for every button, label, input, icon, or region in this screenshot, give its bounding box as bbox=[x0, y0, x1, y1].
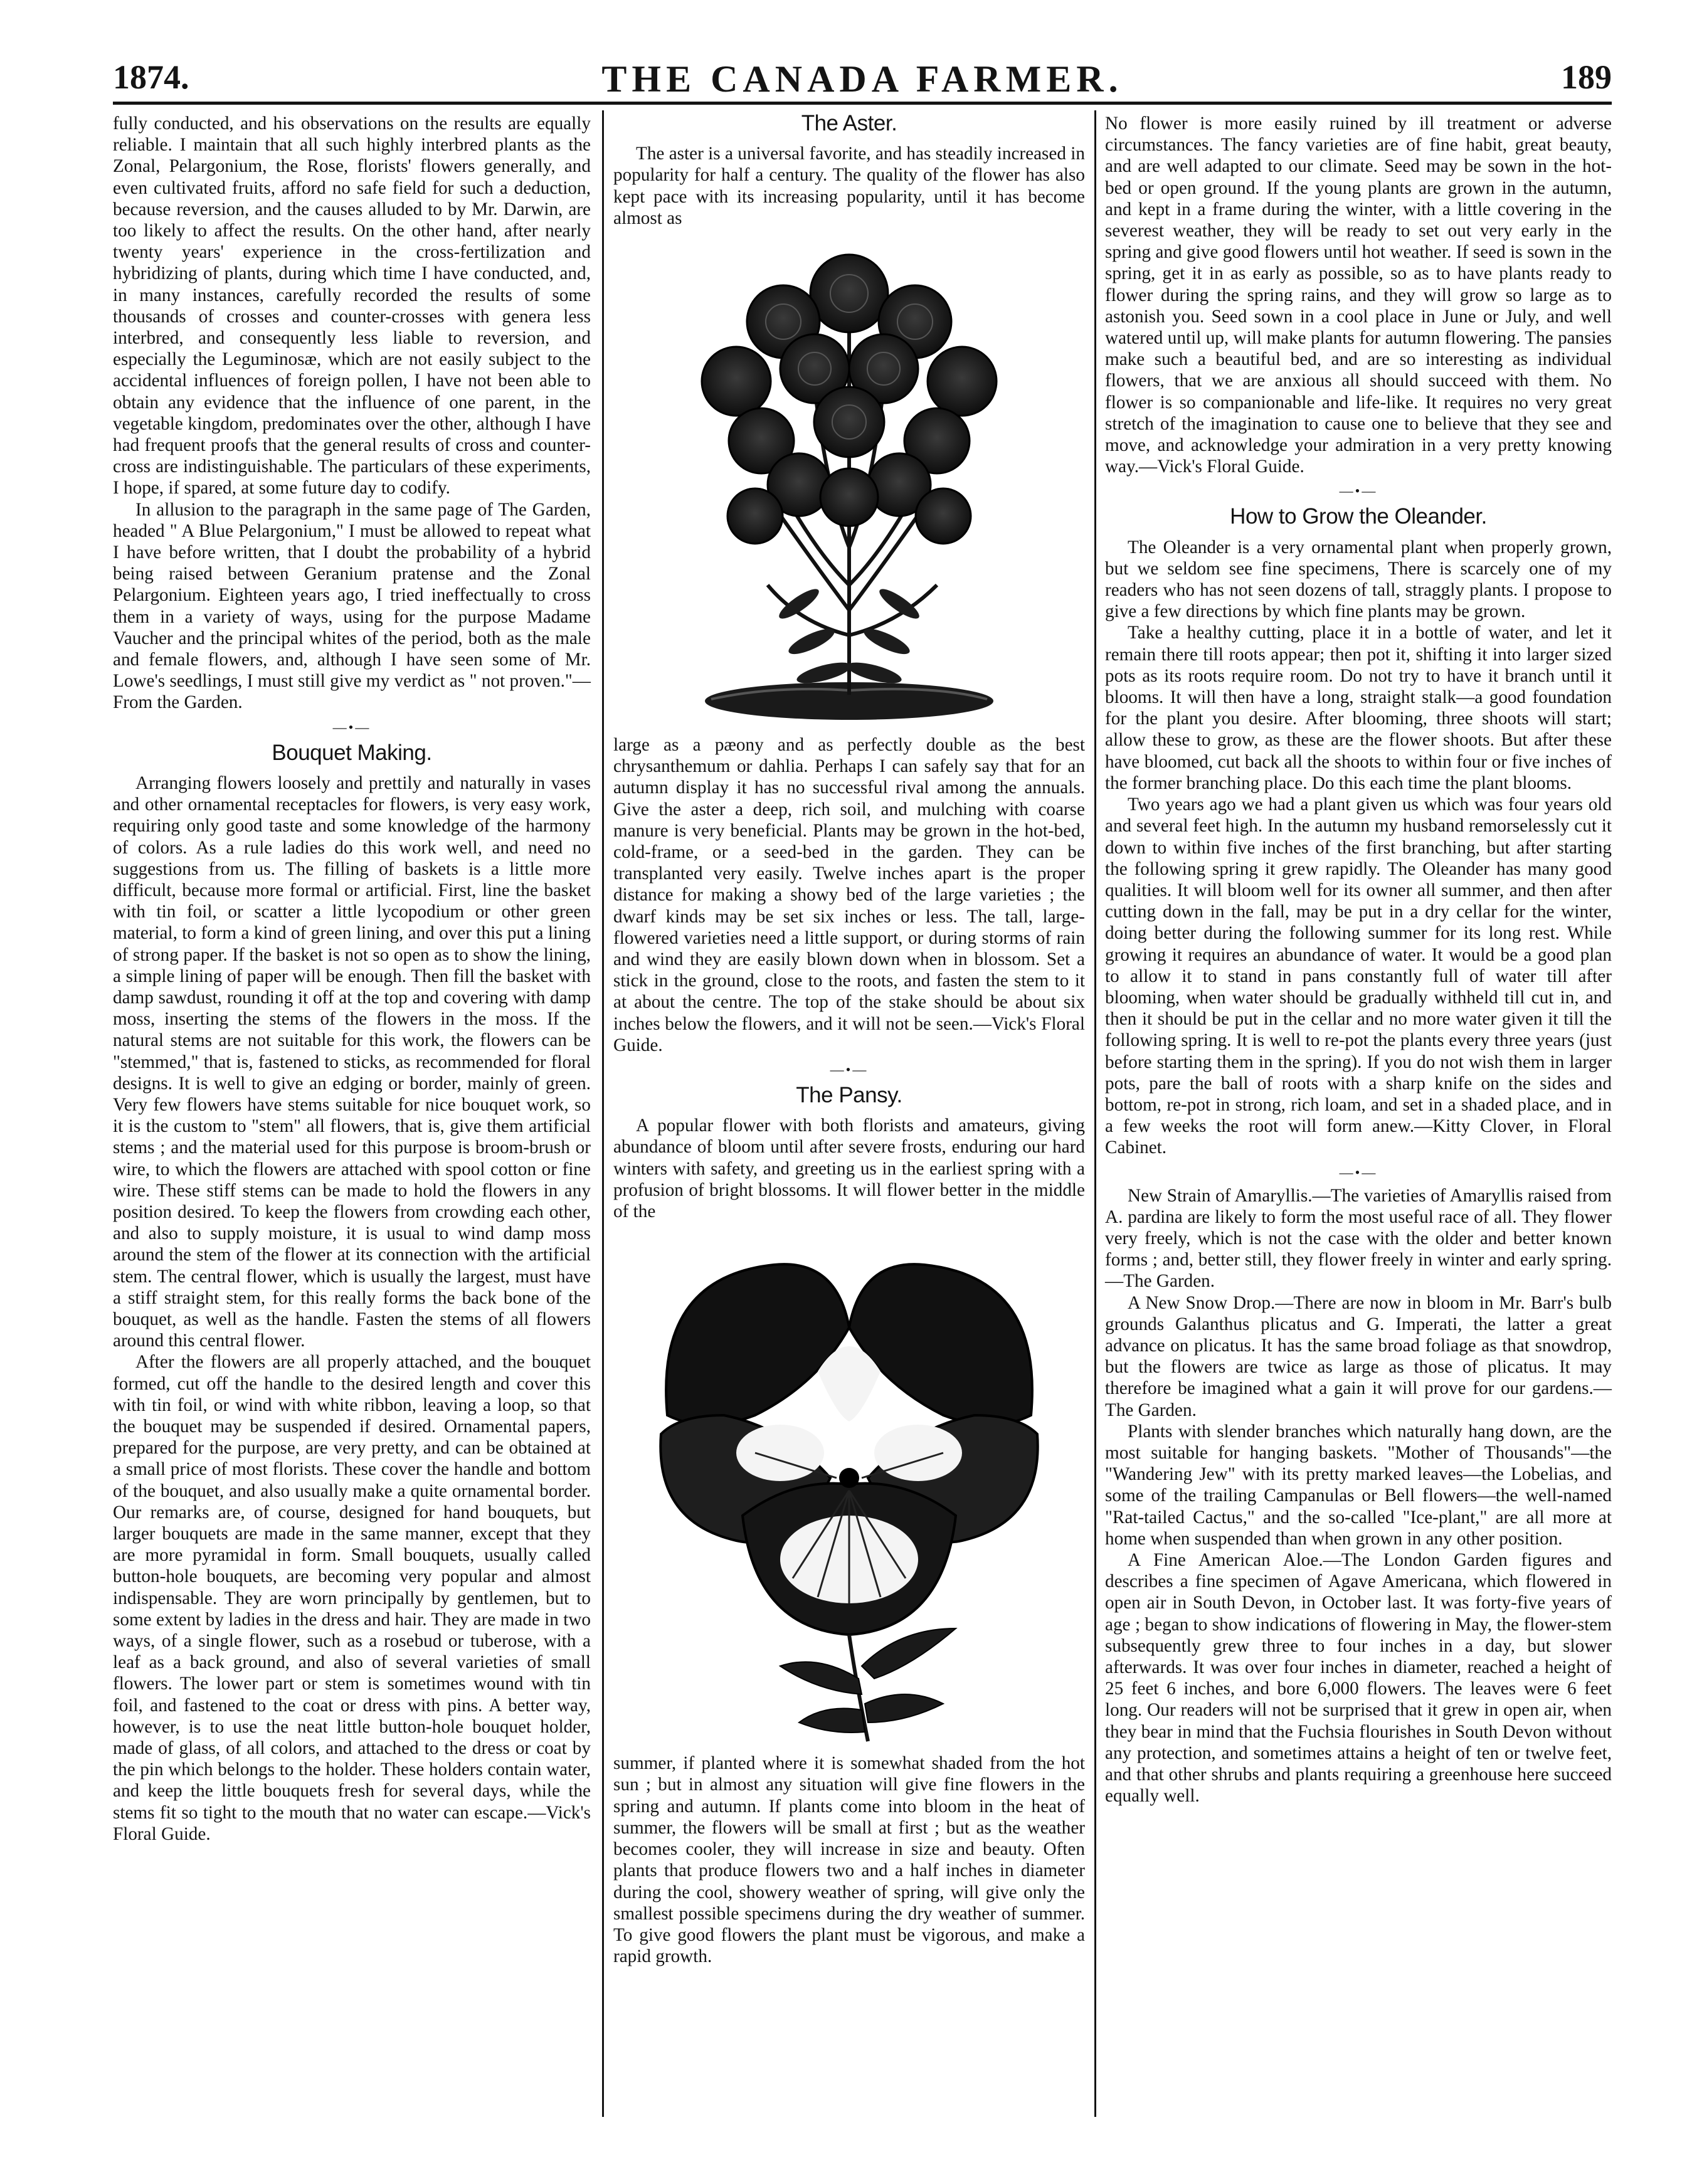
column-divider-1 bbox=[602, 110, 604, 2117]
page-number: 189 bbox=[1561, 58, 1612, 96]
amaryllis-note: New Strain of Amaryllis.—The varieties of Amaryllis raised from A. pardina are likely to form the most useful race of all. They flower very freely, which is not the case with the older and better known forms ; and, better still, they flower freely in winter and early spring.—The Garden. bbox=[1105, 1185, 1612, 1292]
pansy-paragraph-2: summer, if planted where it is somewhat shaded from the hot sun ; but in almost any situation will give fine flowers in the spring and autumn. If plants come into bloom in the heat of summer, the flowers will be small at first ; but as the weather becomes cooler, they will increase in size and beauty. Often plants that produce flowers two and a half inches in diameter during the cool, showery weather of spring, will give only the smallest possible specimens during the dry weather of summer. To give good flowers the plant must be vigorous, and make a rapid growth. bbox=[613, 1753, 1085, 1967]
pansy-heading: The Pansy. bbox=[796, 1083, 902, 1108]
aster-paragraph-2: large as a pæony and as perfectly double as the best chrysanthemum or dahlia. Perhaps I can safely say that for an autumn display it has no successful rival among the annuals. Give the aster a deep, rich soil, and mulching with coarse manure is very beneficial. Plants may be grown in the hot-bed, cold-frame, or a seed-bed in the garden. They can be transplanted very easily. Twelve inches apart is the proper distance for making a showy bed of the large varieties ; the dwarf kinds may be set six inches or less. The tall, large-flowered varieties need a little support, or during storms of rain and wind they are easily blown down when in blossom. Set a stick in the ground, close to the roots, and fasten the stem to it at about the centre. The top of the stake should be about six inches below the flowers, and it will not be seen.—Vick's Floral Guide. bbox=[613, 735, 1085, 1055]
section-divider: —•— bbox=[1339, 483, 1378, 499]
section-divider: —•— bbox=[1339, 1164, 1378, 1180]
bouquet-paragraph-2: After the flowers are all properly attached, and the bouquet formed, cut off the handle to the desired length and cover this with tin foil, or wind with white ribbon, leaving a loop, so that the bouquet may be suspended if desired. Ornamental papers, prepared for the purpose, are very pretty, and can be obtained at a small price of most florists. These cover the handle and bottom of the bouquet, and also usually make a quite ornamental border. Our remarks are, of course, designed for hand bouquets, but larger bouquets are made in the same manner, except that they are more pyramidal in form. Small bouquets, usually called button-hole bouquets, are becoming very popular and almost indispensable. They are worn principally by gentlemen, but to some extent by ladies in the dress and hair. They are made in two ways, of a single flower, such as a rosebud or tuberose, with a leaf as a back ground, and also of several varieties of small flowers. The lower part or stem is sometimes wound with tin foil, and fastened to the coat or dress with pins. A better way, however, is to use the neat little button-hole bouquet holder, made of glass, of all colors, and attached to the dress or coat by the pin which belongs to the holder. These holders contain water, and keep the little bouquets fresh for several days, while the stems fit so tight to the mouth that no water can escape.—Vick's Floral Guide. bbox=[113, 1352, 591, 1844]
newspaper-title: THE CANADA FARMER. bbox=[601, 58, 1123, 100]
american-aloe-note: A Fine American Aloe.—The London Garden figures and describes a fine specimen of Agave Americana, which flowered in open air in South Devon, in October last. It was forty-five years of age ; began to show indications of flowering in May, the flower-stem subsequently grew three to four inches in a day, but slower afterwards. It was over four inches in diameter, reached a height of 25 feet 6 inches, and bore 6,000 flowers. The leaves were 6 feet long. Our readers will not be surprised that it grew in open air, when they bear in mind that the Fuchsia flourishes in South Devon without any protection, and sometimes attains a height of ten or twelve feet, and that other shrubs and plants requiring a greenhouse here succeed equally well. bbox=[1105, 1550, 1612, 1807]
masthead-rule bbox=[113, 102, 1612, 105]
section-divider: —•— bbox=[332, 719, 371, 735]
bouquet-making-heading: Bouquet Making. bbox=[272, 740, 432, 765]
oleander-paragraph-1: The Oleander is a very ornamental plant when properly grown, but we seldom see fine specimens, There is scarcely one of my readers who has not seen dozens of tall, straggly plants. I propose to give a few directions by which fine plants may be grown. bbox=[1105, 537, 1612, 622]
masthead-year: 1874. bbox=[113, 58, 189, 96]
pansy-illustration bbox=[630, 1227, 1069, 1748]
oleander-heading: How to Grow the Oleander. bbox=[1230, 504, 1487, 529]
pansy-paragraph-1: A popular flower with both florists and amateurs, giving abundance of bloom until after severe frosts, enduring our hard winters with safety, and greeting us in the earliest spring with a profusion of bright blossoms. It will flower better in the middle of the bbox=[613, 1116, 1085, 1222]
darwin-letter-continued: fully conducted, and his observations on the results are equally reliable. I maintain that all such highly interbred plants as the Zonal, Pelargonium, the Rose, florists' flowers generally, and even cultivated fruits, afford no safe field for such a deduction, because reversion, and the causes alluded to by Mr. Darwin, are too likely to affect the results. On the other hand, after nearly twenty years' experience in the cross-fertilization and hybridizing of plants, during which time I have conducted, and, in many instances, carefully recorded the results of some thousands of crosses and counter-crosses with genera less interbred, and consequently less liable to reversion, and especially the Leguminosæ, which are not easily subject to the accidental influences of foreign pollen, I have not been able to obtain any evidence that the influence of one parent, in the vegetable kingdom, predominates over the other, although I have had frequent proofs that the general results of cross and counter-cross are indistinguishable. The particulars of these experiments, I hope, if spared, at some future day to codify. bbox=[113, 113, 591, 499]
pansy-continued: No flower is more easily ruined by ill treatment or adverse circumstances. The fancy varieties are of fine habit, great beauty, and are well adapted to our climate. Seed may be sown in the hot-bed or open ground. If the young plants are grown in the autumn, and kept in a frame during the winter, with a little covering in the severest weather, they will be ready to set out very early in the spring and give good flowers until hot weather. If seed is sown in the spring, get it in as early as possible, so as to have plants ready to flower during the spring rains, and they will grow so large as to astonish you. Seed sown in a cool place in June or July, and well watered until up, will make plants for autumn flowering. The pansies make such a beautiful bed, and are so interesting as individual flowers, that we are anxious all should succeed with them. No flower is so companionable and life-like. It requires no very great stretch of the imagination to cause one to believe that they see and move, and acknowledge your admiration in a very pretty knowing way.—Vick's Floral Guide. bbox=[1105, 113, 1612, 477]
aster-heading: The Aster. bbox=[801, 111, 897, 135]
bouquet-paragraph-1: Arranging flowers loosely and prettily and naturally in vases and other ornamental receptacles for flowers, is very easy work, requiring only good taste and some knowledge of the harmony of colors. As a rule ladies do this work well, and need no suggestions from us. The filling of baskets is a little more difficult, because more formal or artificial. First, line the basket with tin foil, or scatter a little lycopodium or other green material, to form a kind of green lining, and over this put a lining of strong paper. If the basket is not so open as to show the lining, a simple lining of paper will be enough. Then fill the basket with damp sawdust, rounding it off at the top and covering with damp moss, inserting the stems of the flowers in the moss. If the natural stems are not suitable for this work, the flowers can be "stemmed," that is, fastened to sticks, as recommended for floral designs. It is well to give an edging or border, mainly of green. Very few flowers have stems suitable for nice bouquet work, so it is the custom to "stem" all flowers, that is, give them artificial stems ; and the material used for this purpose is broom-brush or wire, to which the flowers are attached with spool cotton or fine wire. These stiff stems can be made to hold the flowers in any position desired. To keep the flowers from crowding each other, and also to supply moisture, it is usual to wind damp moss around the stem of the flower at its connection with the artificial stem. The central flower, which is usually the largest, must have a stiff straight stem, for this really forms the back bone of the bouquet, as well as the handle. Fasten the stems of all flowers around this central flower. bbox=[113, 773, 591, 1351]
oleander-paragraph-2: Take a healthy cutting, place it in a bottle of water, and let it remain there till roots appear; then pot it, shifting it into larger sized pots as its roots require room. Do not try to have it branch until it blooms. It will then have a long, straight stalk—a good foundation for the plant you desire. After blooming, three shoots will start; allow these to grow, as these are the flower shoots. But after these have bloomed, cut back all the shoots to within four or five inches of the former branching place. Do this each time the plant blooms. bbox=[1105, 623, 1612, 793]
hanging-plants-note: Plants with slender branches which naturally hang down, are the most suitable for hanging baskets. "Mother of Thousands"—the "Wandering Jew" with its pretty marked leaves—the Lobelias, and some of the trailing Campanulas or Bell flowers—the well-named "Rat-tailed Cactus," and the so-called "Ice-plant," are all more at home when suspended than when grown in any other position. bbox=[1105, 1421, 1612, 1549]
oleander-paragraph-3: Two years ago we had a plant given us which was four years old and several feet high. In the autumn my husband remorselessly cut it down to within five inches of the first branching, but after starting the following spring it grew rapidly. The Oleander has many good qualities. It will bloom well for its owner all summer, and then after cutting down in the fall, may be put in a dry cellar for the winter, doing better during the following summer for its long rest. While growing it requires an abundance of water. It would be a good plan to allow it to stand in pans constantly full of water till after blooming, when water should be gradually withheld till cut in, and then it should be put in the cellar and no more water given it till the following spring. It is well to re-pot the plants every three years (just before starting them in the spring). If you do not wish them in larger pots, pare the ball of roots with a sharp knife on the sides and bottom, re-pot in strong, rich loam, and set in a shaded place, and in a few weeks the root will form anew.—Kitty Clover, in Floral Cabinet. bbox=[1105, 794, 1612, 1158]
column-divider-2 bbox=[1094, 110, 1096, 2117]
aster-illustration bbox=[674, 234, 1025, 729]
masthead bbox=[113, 58, 1612, 100]
section-divider: —•— bbox=[830, 1062, 869, 1078]
blue-pelargonium-paragraph: In allusion to the paragraph in the same page of The Garden, headed " A Blue Pelargonium," I must be allowed to repeat what I have before written, that I doubt the probability of a hybrid being raised between Geranium pratense and the Zonal Pelargonium. Eighteen years ago, I tried ineffectually to cross them in a variety of ways, using for the purpose Madame Vaucher and the principal whites of the period, both as the male and female flowers, and, although I have seen some of Mr. Lowe's seedlings, I must still give my verdict as " not proven."—From the Garden. bbox=[113, 499, 591, 713]
column-2 bbox=[613, 113, 1085, 1967]
aster-paragraph-1: The aster is a universal favorite, and has steadily increased in popularity for half a century. The quality of the flower has also kept pace with its increasing popularity, until it has become almost as bbox=[613, 144, 1085, 228]
snowdrop-note: A New Snow Drop.—There are now in bloom in Mr. Barr's bulb grounds Galanthus plicatus and G. Imperati, the latter a great advance on plicatus. It has the same broad foliage as that snowdrop, but the flowers are twice as large as those of plicatus. It may therefore be imagined what a gain it will prove for our gardens.—The Garden. bbox=[1105, 1292, 1612, 1420]
column-3 bbox=[1105, 113, 1612, 1807]
column-1 bbox=[113, 113, 591, 1845]
